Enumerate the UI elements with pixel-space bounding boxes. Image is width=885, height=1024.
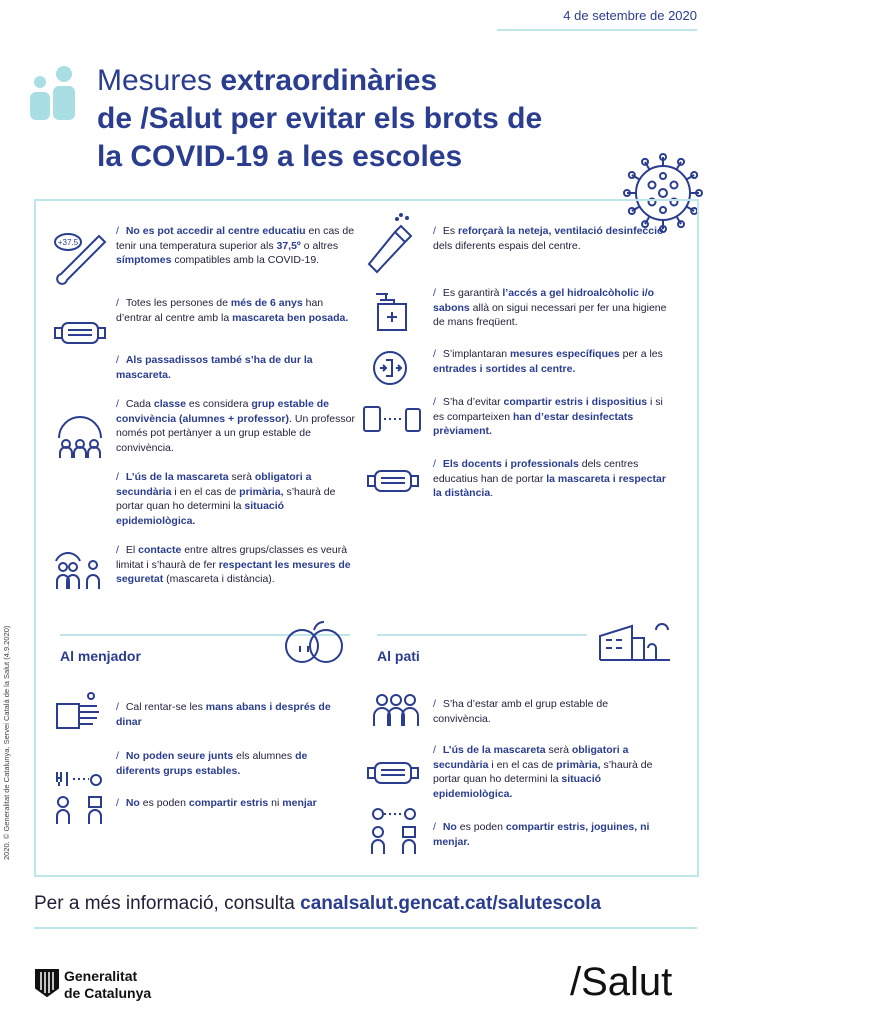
section-heading-pati: Al pati [377,648,420,664]
mask-icon [366,760,421,786]
devices-icon [362,405,422,435]
text-segment: 37,5º [276,239,301,252]
list-item [433,347,673,376]
list-item [433,697,663,726]
title-bold: extraordinàries [220,64,438,97]
list-item [433,224,673,253]
bullet-slash: / [433,744,439,756]
text-segment: obligatori a secundària [116,471,312,498]
text-segment: Cal rentar-se les [125,701,206,713]
list-item [116,353,356,382]
list-item [433,286,673,330]
text-segment: en cas de tenir una temperatura superior als [116,225,355,252]
hand-icon [53,690,103,730]
text-segment: S’ha d’estar amb el grup estable de convivència. [433,698,609,725]
people-distance-icon [370,804,420,856]
text-segment: compartir estris, joguines, ni menjar. [433,821,650,848]
text-segment: i si es comparteixen [433,396,663,423]
title-line3: la COVID-19 a les escoles [97,140,463,173]
text-segment: No poden seure junts [125,750,234,762]
bullet-slash: / [116,354,122,366]
text-segment: s’haurà de portar quan ho determini la [116,485,336,512]
text-segment: primària, [556,758,601,771]
text-segment: l’accés a gel hidroalcòholic i/o sabons [433,287,655,314]
gel-icon [372,288,412,332]
text-segment: . [490,487,494,499]
text-segment: S’implantaran [442,348,510,360]
bullet-slash: / [116,544,122,556]
text-segment: han d’estar desinfectats prèviament. [433,410,634,437]
text-segment: Als passadissos també s’ha de dur la mascareta. [116,354,313,381]
mask-icon [53,320,108,346]
text-segment: estris [237,797,269,809]
text-segment: mesures específiques [509,348,620,360]
text-segment: han d’entrar al centre amb la [116,297,324,324]
text-segment: No [125,797,140,809]
text-segment: grup estable de convivència (alumnes + professor) [116,398,329,425]
salut-logo: /Salut [570,960,673,1004]
text-segment: serà [228,471,255,483]
text-segment: reforçarà la neteja, ventilació desinfecció [458,225,664,237]
divider [377,634,587,636]
text-segment: dels diferents espais del centre. [433,239,581,252]
group-icon [55,416,105,460]
title-line2: de /Salut per evitar els brots de [97,102,543,135]
text-segment: primària, [239,485,284,498]
text-segment: . Un professor només pot pertànyer a un grup estable de convivència. [116,412,355,454]
text-segment: més de 6 anys [230,297,303,309]
bullet-slash: / [116,471,122,483]
text-segment: L’ús de la mascareta [442,744,546,756]
text-segment: menjar [282,797,317,809]
text-segment: L’ús de la mascareta [125,471,229,483]
text-segment: No es pot accedir al centre educatiu [125,225,306,237]
text-segment: situació epidemiològica. [433,773,602,800]
list-item [433,457,673,501]
text-segment: es considera [186,398,252,410]
text-segment: S’ha d’evitar [442,396,504,408]
people-icon [28,66,78,122]
text-segment: Cada [125,398,154,410]
copyright-note: 2020. © Generalitat de Catalunya. Servei Català de la Salut (4.9.2020) [2,625,11,860]
gencat-line2: de Catalunya [64,985,152,1001]
text-segment: (mascareta i distància). [163,573,275,585]
text-segment: El [125,544,139,556]
bullet-slash: / [116,797,122,809]
bullet-slash: / [433,698,439,710]
text-segment: classe [153,398,186,410]
mask-icon [366,468,421,494]
bullet-slash: / [433,821,439,833]
text-segment: els alumnes [233,750,296,762]
list-item [116,397,356,455]
text-segment: mans abans i després de dinar [116,701,331,728]
list-item [116,296,356,325]
text-segment: allà on sigui necessari per fer una higiene de mans freqüent. [433,301,667,328]
text-segment: entre altres grups/classes es veurà limitat i s’haurà de fer [116,544,348,571]
text-segment: situació epidemiològica. [116,500,285,527]
bullet-slash: / [433,396,439,408]
gencat-line1: Generalitat [64,968,138,984]
cutlery-icon [53,768,107,828]
bullet-slash: / [433,458,439,470]
bullet-slash: / [433,225,439,237]
text-segment: la mascareta i respectar la distància [433,472,666,499]
text-segment: i en el cas de [488,758,557,771]
people-distance-icon [53,545,107,591]
list-item [116,470,356,528]
text-segment: i en el cas de [171,485,240,498]
thermometer-icon [53,232,108,284]
text-segment: per a les [619,348,663,360]
text-segment: contacte [138,544,182,556]
group-icon [372,690,424,728]
list-item [433,395,673,439]
list-item [116,224,356,268]
page-title [97,62,657,176]
text-segment: mascareta ben posada. [232,311,349,324]
text-segment: o altres [300,239,339,252]
text-segment: de diferents grups estables. [116,750,308,777]
text-segment: compartir [188,797,238,809]
exit-icon [372,350,408,386]
bullet-slash: / [433,287,439,299]
list-item [116,543,356,587]
text-segment: serà [545,744,572,756]
divider [34,875,697,877]
text-segment: No [442,821,457,833]
text-segment: obligatori a secundària [433,744,629,771]
more-info-text: Per a més informació, consulta [34,893,301,914]
bullet-slash: / [116,398,122,410]
text-segment: Es garantirà [442,287,503,299]
text-segment: s’haurà de portar quan ho determini la [433,758,653,785]
bullet-slash: / [116,701,122,713]
text-segment: ni [268,797,283,809]
text-segment: entrades i sortides al centre. [433,362,576,375]
text-segment: símptomes [116,254,172,266]
school-icon [598,622,672,662]
list-item [433,820,663,849]
text-segment: compartir estris i dispositius [503,396,648,408]
bullet-slash: / [116,297,122,309]
text-segment: Es [442,225,459,237]
bullet-slash: / [433,348,439,360]
title-part: Mesures [97,64,221,97]
more-info-link[interactable]: canalsalut.gencat.cat/salutescola [300,893,602,914]
text-segment: es poden [139,797,189,809]
bullet-slash: / [116,750,122,762]
list-item [116,796,346,811]
apple-icon [284,620,346,664]
text-segment: Totes les persones de [125,297,231,309]
more-info [34,893,601,915]
text-segment: respectant les mesures de seguretat [116,558,351,585]
gencat-logo-text [64,968,151,1002]
divider [497,29,697,31]
section-heading-menjador: Al menjador [60,648,141,664]
bullet-slash: / [116,225,122,237]
list-item [116,749,346,778]
text-segment: es poden [456,821,506,833]
text-segment: dels centres educatius han de portar [433,458,639,485]
text-segment: compatibles amb la COVID-19. [171,254,320,266]
divider [34,927,697,929]
list-item [433,743,663,801]
text-segment: Els docents i professionals [442,458,579,470]
date: 4 de setembre de 2020 [563,8,697,23]
list-item [116,700,346,729]
spray-icon [367,212,417,278]
gencat-logo-icon [34,968,60,998]
svg-text:+37.5: +37.5 [57,238,79,247]
